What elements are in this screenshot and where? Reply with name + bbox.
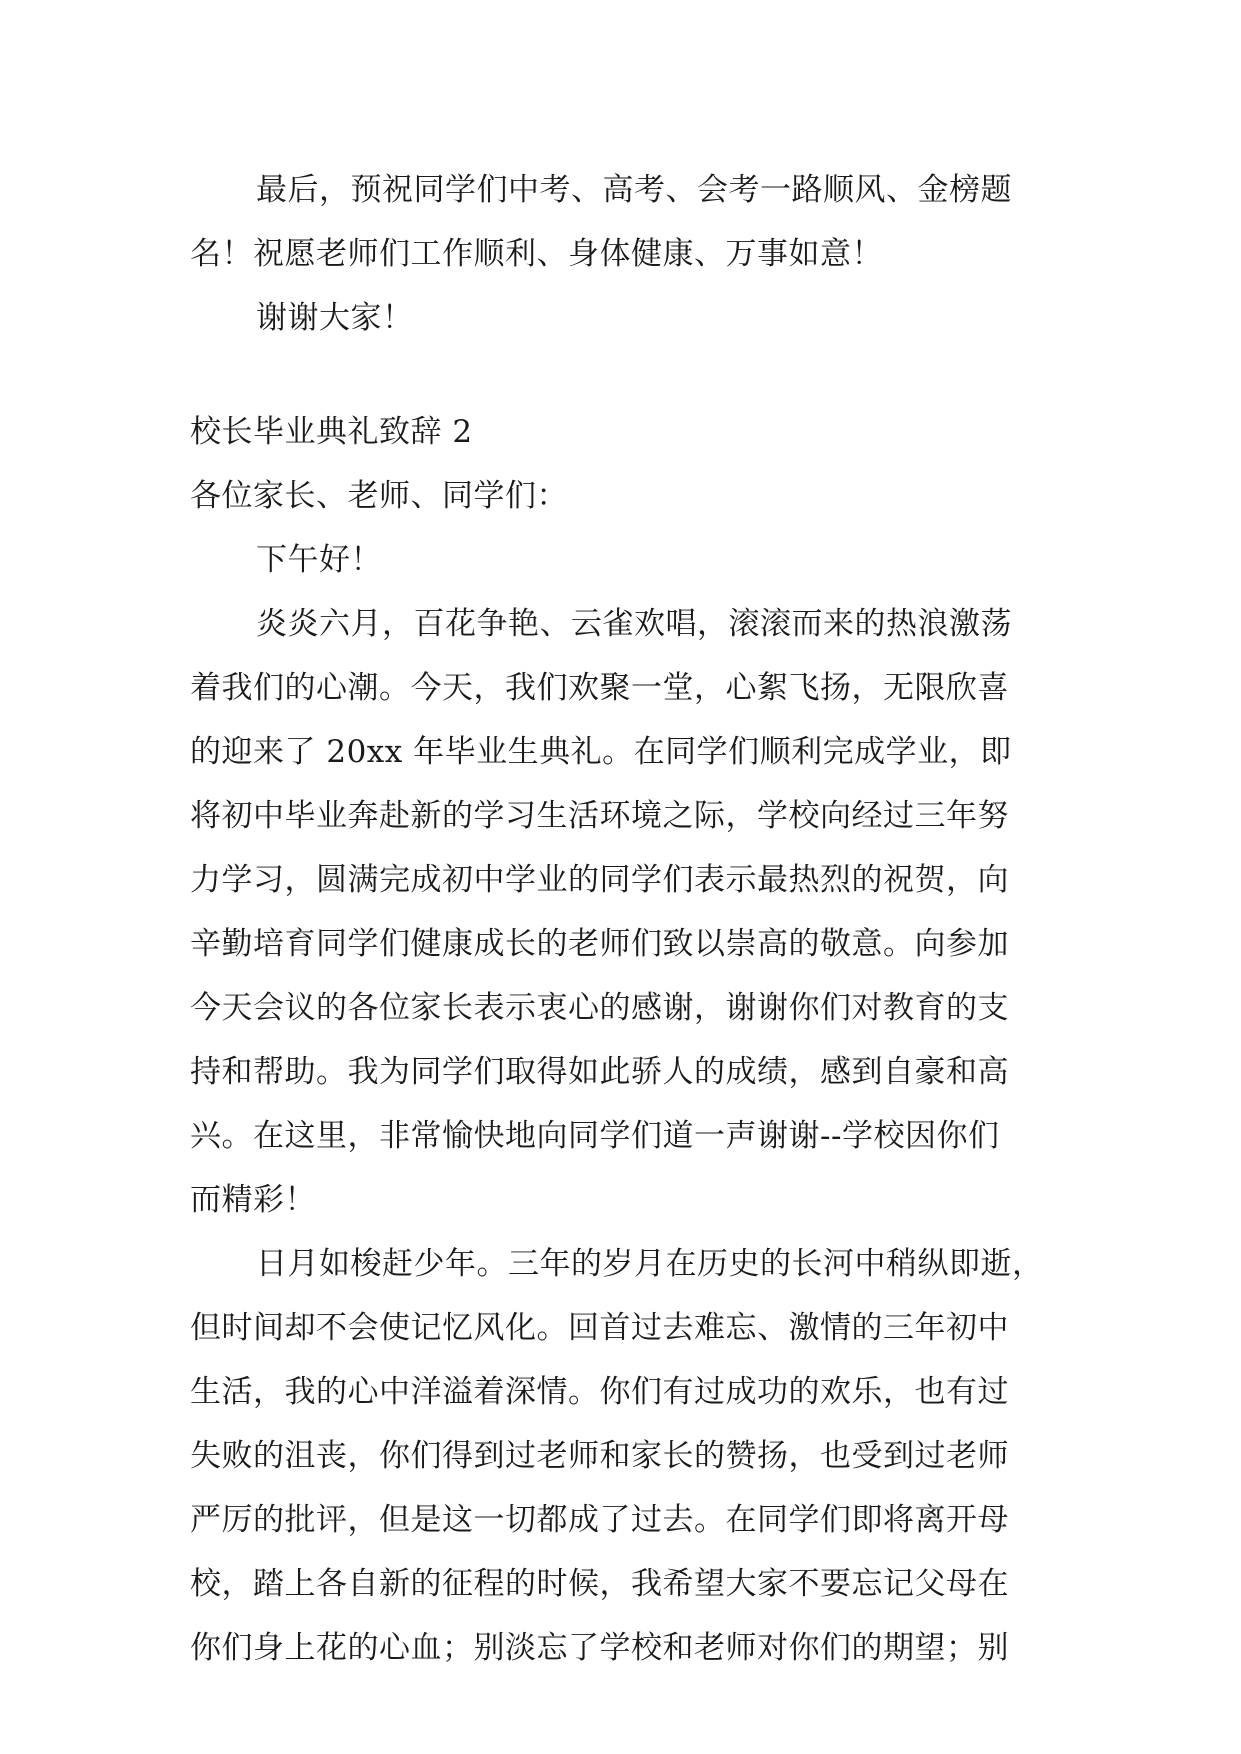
thanks-line: 谢谢大家！ — [256, 300, 414, 336]
section-spacer — [190, 350, 1050, 400]
section-title: 校长毕业典礼致辞 2 — [190, 414, 473, 450]
text-line: 生活，我的心中洋溢着深情。你们有过成功的欢乐，也有过 — [190, 1374, 1009, 1410]
closing-paragraph — [190, 158, 1050, 286]
text-line: 持和帮助。我为同学们取得如此骄人的成绩，感到自豪和高 — [190, 1054, 1009, 1090]
text-line: 的迎来了 20xx 年毕业生典礼。在同学们顺利完成学业，即 — [190, 734, 1012, 770]
text-line: 严厉的批评，但是这一切都成了过去。在同学们即将离开母 — [190, 1502, 1009, 1538]
salutation: 各位家长、老师、同学们： — [190, 478, 568, 514]
text-line: 兴。在这里，非常愉快地向同学们道一声谢谢--学校因你们 — [190, 1118, 1000, 1154]
text-line: 名！祝愿老师们工作顺利、身体健康、万事如意！ — [190, 236, 883, 272]
text-line: 辛勤培育同学们健康成长的老师们致以崇高的敬意。向参加 — [190, 926, 1009, 962]
text-line: 炎炎六月，百花争艳、云雀欢唱，滚滚而来的热浪激荡 — [256, 606, 1012, 642]
text-line: 校，踏上各自新的征程的时候，我希望大家不要忘记父母在 — [190, 1566, 1009, 1602]
greeting: 下午好！ — [256, 542, 382, 578]
paragraph-2 — [190, 1232, 1050, 1680]
text-line: 将初中毕业奔赴新的学习生活环境之际，学校向经过三年努 — [190, 798, 1009, 834]
text-line: 日月如梭赶少年。三年的岁月在历史的长河中稍纵即逝， — [256, 1246, 1044, 1282]
text-line: 最后，预祝同学们中考、高考、会考一路顺风、金榜题 — [256, 172, 1012, 208]
text-line: 今天会议的各位家长表示衷心的感谢，谢谢你们对教育的支 — [190, 990, 1009, 1026]
text-line: 失败的沮丧，你们得到过老师和家长的赞扬，也受到过老师 — [190, 1438, 1009, 1474]
text-line: 着我们的心潮。今天，我们欢聚一堂，心絮飞扬，无限欣喜 — [190, 670, 1009, 706]
paragraph-1 — [190, 592, 1050, 1232]
text-line: 你们身上花的心血；别淡忘了学校和老师对你们的期望；别 — [190, 1630, 1009, 1666]
document-page — [190, 158, 1050, 1680]
text-line: 力学习，圆满完成初中学业的同学们表示最热烈的祝贺，向 — [190, 862, 1009, 898]
text-line: 而精彩！ — [190, 1182, 316, 1218]
text-line: 但时间却不会使记忆风化。回首过去难忘、激情的三年初中 — [190, 1310, 1009, 1346]
